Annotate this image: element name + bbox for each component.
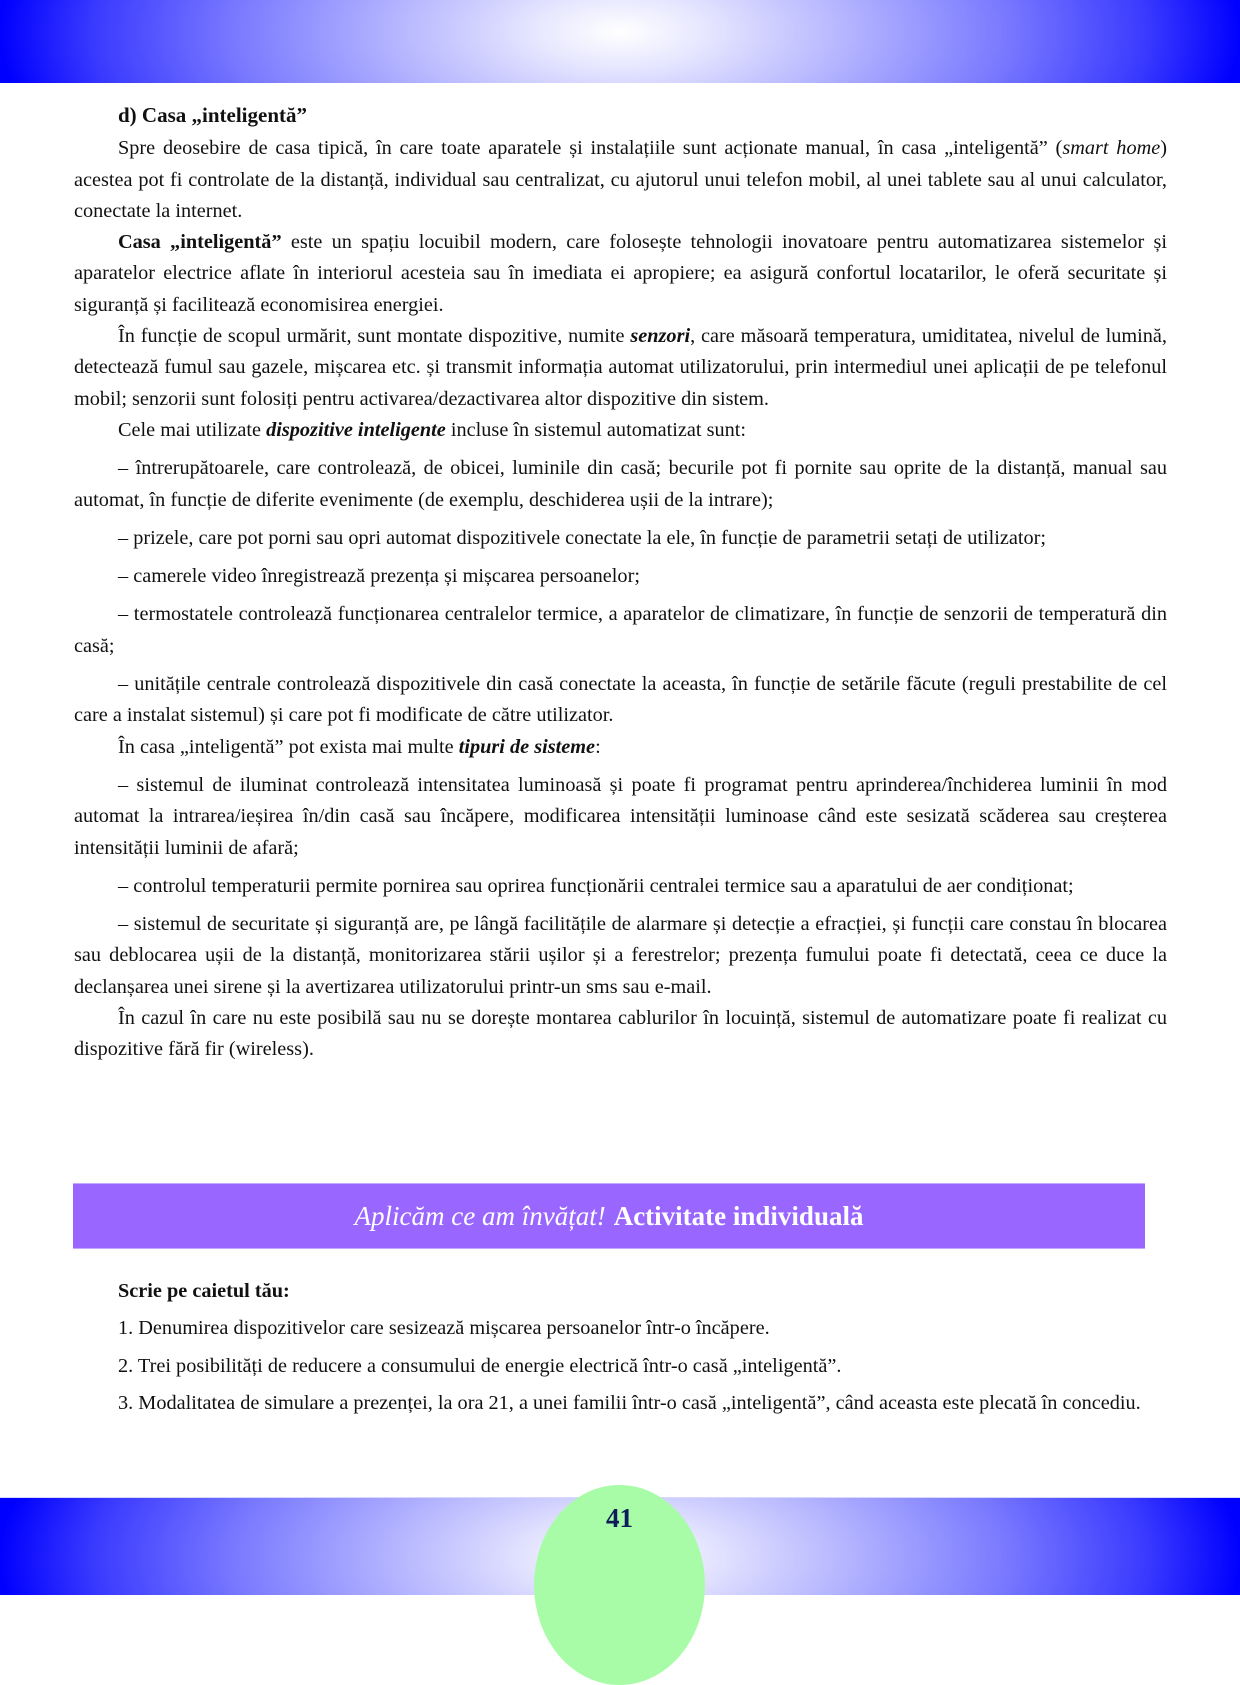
main-content <box>74 100 1167 1066</box>
device-item: – termostatele controlează funcționarea centralelor termice, a aparatelor de climatizare, în funcție de senzorii de temperatură din casă; <box>74 603 1167 657</box>
system-item: – sistemul de iluminat controlează intensitatea luminoasă și poate fi programat pentru aprinderea/închiderea luminii în mod automat la intrarea/ieșirea în/din casă sau încăpere, modificarea intensității luminoase când este sesizată scăderea sau creșterea intensității luminii de afară; <box>74 773 1167 859</box>
system-item: – controlul temperaturii permite pornirea sau oprirea funcționării centralei termice sau a aparatului de aer condiționat; <box>118 874 1074 897</box>
device-item: – unitățile centrale controlează dispozitivele din casă conectate la aceasta, în funcție de setările făcute (reguli prestabilite de cel care a instalat sistemul) și care pot fi modificate de către utilizator. <box>74 673 1167 727</box>
device-item: – întrerupătoarele, care controlează, de obicei, luminile din casă; becurile pot fi pornite sau oprite de la distanță, manual sau automat, în funcție de diferite evenimente (de exemplu, deschiderea ușii de la intrare); <box>74 457 1167 511</box>
paragraph-definition: Casa „inteligentă” este un spațiu locuibil modern, care folosește tehnologii inovatoare pentru automatizarea sistemelor și aparatelor electrice aflate în interiorul acesteia sau în imediata ei apropiere; ea asigură confortul locatarilor, le oferă securitate și siguranță și facilitează economisirea energiei. <box>74 231 1167 316</box>
paragraph-wireless: În cazul în care nu este posibilă sau nu se dorește montarea cablurilor în locuință, sistemul de automatizare poate fi realizat cu dispozitive fără fir (wireless). <box>74 1007 1167 1061</box>
paragraph-sensors: În funcție de scopul urmărit, sunt montate dispozitive, numite senzori, care măsoară temperatura, umiditatea, nivelul de lumină, detectează fumul sau gazele, mișcarea etc. și transmit informația automat utilizatorului, prin intermediul unei aplicații de pe telefonul mobil; senzorii sunt folosiți pentru activarea/dezactivarea altor dispozitive din sistem. <box>74 325 1167 410</box>
paragraph-devices-intro: Cele mai utilizate dispozitive inteligente incluse în sistemul automatizat sunt: <box>118 418 747 441</box>
header-gradient-band <box>0 0 1240 83</box>
system-item: – sistemul de securitate și siguranță are, pe lângă facilitățile de alarmare și detecție a efracției, și funcții care constau în blocarea sau deblocarea ușii de la distanță, monitorizarea stării ușilor și a ferestrelor; prezența fumului poate fi detectată, ceea ce duce la declanșarea unei sirene și la avertizarea utilizatorului printr-un sms sau e-mail. <box>74 913 1167 998</box>
system-types-term: tipuri de sisteme <box>458 735 596 758</box>
banner-italic-text: Aplicăm ce am învățat! <box>354 1200 606 1231</box>
smart-devices-term: dispozitive inteligente <box>266 418 446 441</box>
task-item: 1. Denumirea dispozitivelor care sesizează mișcarea persoanelor într-o încăpere. <box>118 1317 770 1340</box>
task-title: Scrie pe caietul tău: <box>118 1280 290 1302</box>
task-item: 3. Modalitatea de simulare a prezenței, la ora 21, a unei familii într-o casă „inteligentă”, când aceasta este plecată în concediu. <box>118 1391 1141 1414</box>
sensors-term: senzori <box>630 325 691 348</box>
task-item: 2. Trei posibilități de reducere a consumului de energie electrică într-o casă „inteligentă”. <box>118 1354 842 1377</box>
paragraph-smart-home-intro: Spre deosebire de casa tipică, în care toate aparatele și instalațiile sunt acționate manual, în casa „inteligentă” (smart home) acestea pot fi controlate de la distanță, individual sau centralizat, cu ajutorul unui telefon mobil, al unei tablete sau al unui calculator, conectate la internet. <box>74 137 1167 222</box>
section-title: d) Casa „inteligentă” <box>118 103 307 127</box>
device-item: – camerele video înregistrează prezența și mișcarea persoanelor; <box>118 565 640 588</box>
banner-bold-text: Activitate individuală <box>613 1200 864 1231</box>
activity-tasks <box>74 1276 1167 1425</box>
paragraph-systems-intro: În casa „inteligentă” pot exista mai multe tipuri de sisteme: <box>118 735 601 758</box>
smart-home-term: smart home <box>1062 137 1161 160</box>
device-item: – prizele, care pot porni sau opri automat dispozitivele conectate la ele, în funcție de parametrii setați de utilizator; <box>118 526 1047 549</box>
activity-banner <box>73 1183 1145 1249</box>
page-number: 41 <box>606 1503 633 1533</box>
defined-term: Casa „inteligentă” <box>118 231 282 254</box>
